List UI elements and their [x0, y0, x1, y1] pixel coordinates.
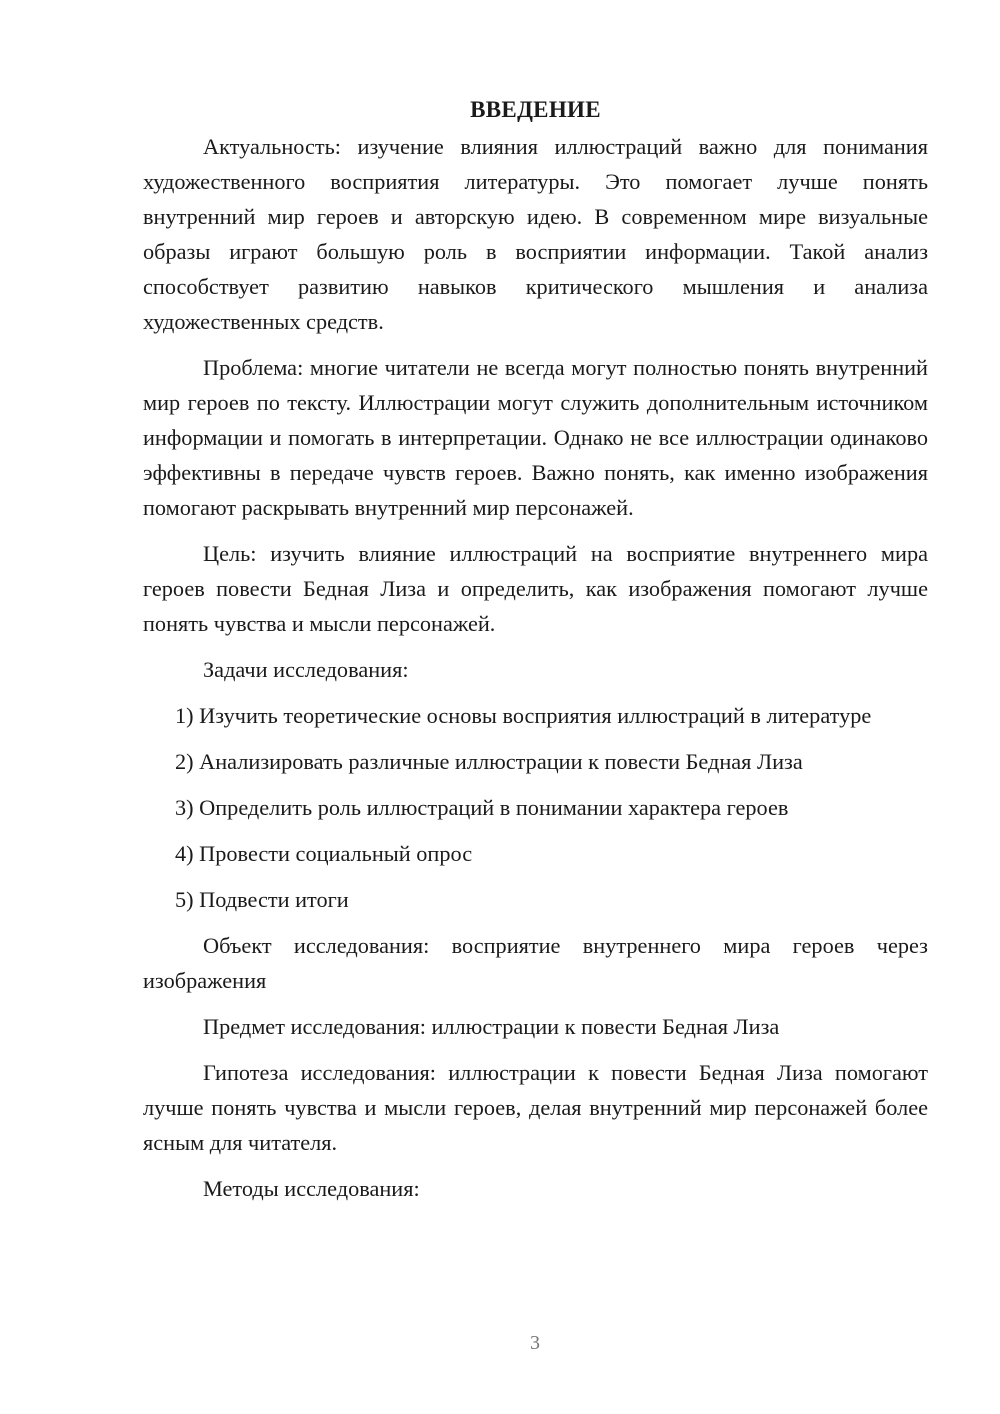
- hypothesis-paragraph: Гипотеза исследования: иллюстрации к повести Бедная Лиза помогают лучше понять чувства и мысли героев, делая внутренний мир персонажей более ясным для читателя.: [143, 1060, 928, 1155]
- document-page: [143, 92, 928, 1206]
- task-item-1: 1) Изучить теоретические основы восприятия иллюстраций в литературе: [175, 703, 872, 728]
- methods-heading: Методы исследования:: [203, 1176, 420, 1201]
- task-item-5: 5) Подвести итоги: [175, 887, 349, 912]
- task-item-4: 4) Провести социальный опрос: [175, 841, 473, 866]
- page-number: 3: [530, 1332, 540, 1354]
- task-item-3: 3) Определить роль иллюстраций в понимании характера героев: [175, 795, 789, 820]
- problem-paragraph: Проблема: многие читатели не всегда могут полностью понять внутренний мир героев по тексту. Иллюстрации могут служить дополнительным источником информации и помогать в интерпретации. Однако не все иллюстрации одинаково эффективны в передаче чувств героев. Важно понять, как именно изображения помогают раскрывать внутренний мир персонажей.: [143, 355, 928, 520]
- section-title: ВВЕДЕНИЕ: [470, 97, 601, 122]
- relevance-paragraph: Актуальность: изучение влияния иллюстраций важно для понимания художественного восприятия литературы. Это помогает лучше понять внутренний мир героев и авторскую идею. В современном мире визуальные образы играют большую роль в восприятии информации. Такой анализ способствует развитию навыков критического мышления и анализа художественных средств.: [143, 134, 928, 334]
- subject-paragraph: Предмет исследования: иллюстрации к повести Бедная Лиза: [203, 1014, 780, 1039]
- object-paragraph: Объект исследования: восприятие внутреннего мира героев через изображения: [143, 933, 928, 993]
- task-item-2: 2) Анализировать различные иллюстрации к повести Бедная Лиза: [175, 749, 803, 774]
- tasks-heading: Задачи исследования:: [203, 657, 409, 682]
- goal-paragraph: Цель: изучить влияние иллюстраций на восприятие внутреннего мира героев повести Бедная Лиза и определить, как изображения помогают лучше понять чувства и мысли персонажей.: [143, 541, 928, 636]
